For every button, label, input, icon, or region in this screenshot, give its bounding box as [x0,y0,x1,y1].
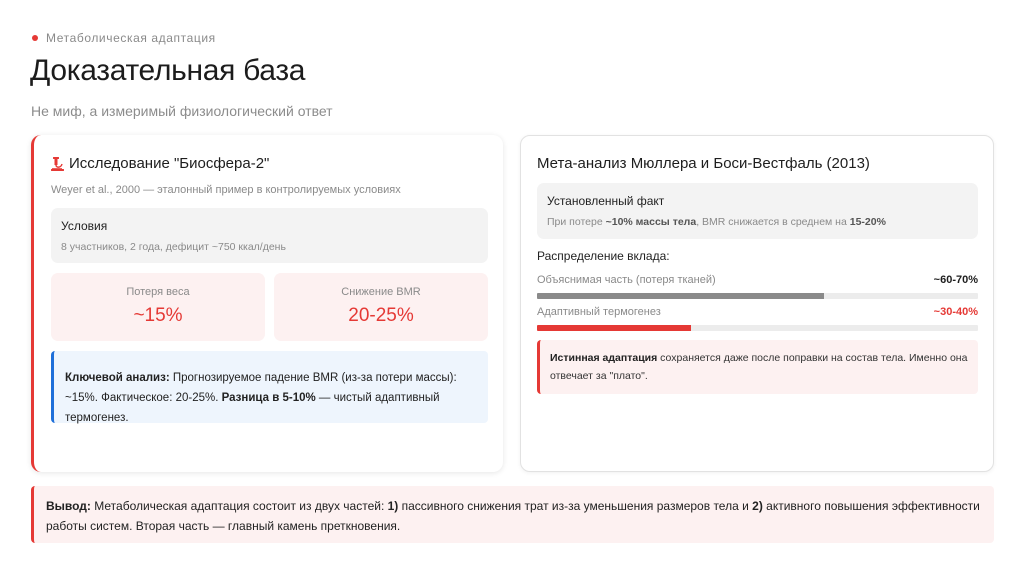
established-fact-box [537,183,978,239]
biosphere-card-heading [51,155,269,172]
conclusion-num-2: 2) [752,499,763,513]
fact-label: Установленный факт [547,194,665,208]
bar-name: Объяснимая часть (потеря тканей) [537,274,716,286]
study-reference: Weyer et al., 2000 — эталонный пример в контролируемых условиях [51,184,401,196]
stat-label: Потеря веса [126,286,190,298]
eyebrow-text: Метаболическая адаптация [46,31,216,45]
conclusion-text-3: активного повышения эффективности работы систем. Вторая часть — главный камень преткновения. [46,499,980,533]
key-analysis-highlight: Разница в 5-10% [221,392,316,404]
conclusion-text-2: пассивного снижения трат из-за уменьшения размеров тела и [398,499,753,513]
bar-fill [537,293,824,299]
eyebrow-dot-icon [32,35,38,41]
adaptation-text: сохраняется даже после поправки на состав тела. Именно она отвечает за "плато". [550,352,968,382]
flask-icon [51,156,65,171]
conditions-text: 8 участников, 2 года, дефицит ~750 ккал/день [61,241,286,253]
page-title: Доказательная база [30,54,306,87]
distribution-label: Распределение вклада: [537,249,670,263]
stat-value: ~15% [133,305,183,326]
meta-analysis-card [520,135,994,472]
explained-part-bar [537,274,978,299]
stat-value: 20-25% [348,305,414,326]
weight-loss-stat [51,273,265,341]
bar-fill [537,325,691,331]
true-adaptation-box [537,340,978,394]
conditions-box [51,208,488,263]
bar-name: Адаптивный термогенез [537,306,661,318]
adaptive-thermogenesis-bar [537,306,978,331]
meta-analysis-title: Мета-анализ Мюллера и Боси-Вестфаль (2013) [537,155,870,172]
conclusion-text-1: Метаболическая адаптация состоит из двух частей: [90,499,388,513]
fact-text: При потере ~10% массы тела, BMR снижается в среднем на 15-20% [547,216,886,228]
key-analysis-text-2: — чистый адаптивный термогенез. [65,392,440,424]
bar-track [537,325,978,331]
stat-label: Снижение BMR [341,286,421,298]
biosphere-study-card [31,135,503,472]
biosphere-card-title: Исследование "Биосфера-2" [69,155,270,172]
conditions-label: Условия [61,219,108,233]
page-subtitle: Не миф, а измеримый физиологический ответ [31,103,333,119]
bmr-reduction-stat [274,273,488,341]
section-eyebrow [32,31,216,45]
conclusion-label: Вывод: [46,499,91,513]
bar-value: ~30-40% [933,306,978,318]
bar-value: ~60-70% [933,274,978,286]
conclusion-box [31,486,994,543]
bar-track [537,293,978,299]
conclusion-num-1: 1) [387,499,399,513]
key-analysis-text-1: Прогнозируемое падение BMR (из-за потери массы): ~15%. Фактическое: 20-25%. [65,372,457,404]
key-analysis-box [51,351,488,423]
adaptation-highlight: Истинная адаптация [550,352,658,364]
key-analysis-label: Ключевой анализ: [65,372,170,384]
